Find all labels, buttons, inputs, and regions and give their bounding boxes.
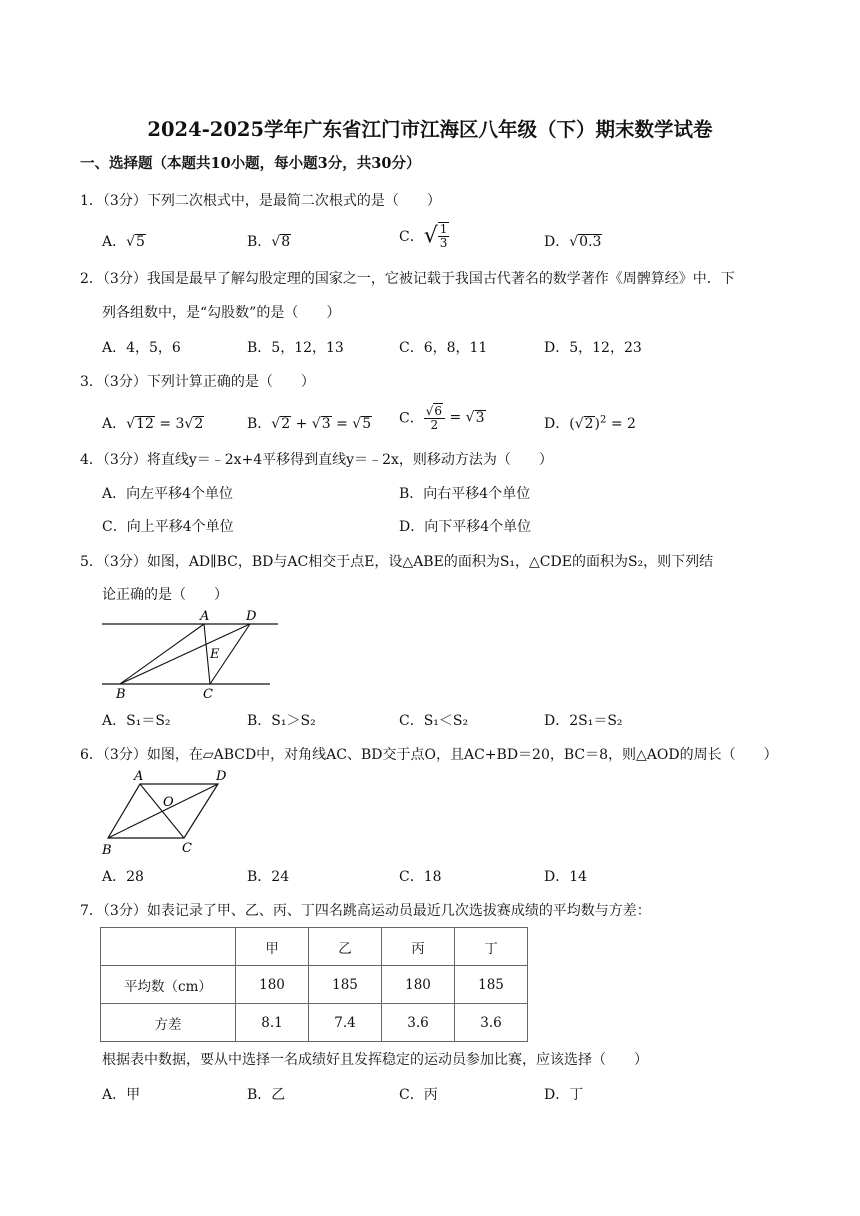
option-label: A．: [102, 234, 127, 250]
sqrt-icon: √: [184, 416, 194, 432]
q3-option-c: C． $\frac{√6}{2}$ = √3: [399, 404, 485, 432]
option-label: C．: [399, 229, 424, 245]
q7-followup: 根据表中数据，要从中选择一名成绩好且发挥稳定的运动员参加比赛，应该选择（ ）: [102, 1052, 648, 1068]
sqrt-icon: √: [574, 416, 584, 432]
q1-option-c: [399, 222, 449, 250]
q4-option-c: C．向上平移4个单位: [102, 519, 234, 535]
sqrt-icon: √: [465, 409, 475, 426]
sqrt-icon: √: [271, 234, 281, 250]
q7-stem: 7．（3分）如表记录了甲、乙、丙、丁四名跳高运动员最近几次选拔赛成绩的平均数与方差：: [80, 903, 651, 919]
q4-option-a: A．向左平移4个单位: [102, 486, 234, 502]
point-label-c: C: [203, 687, 213, 702]
table-cell: 丁: [455, 928, 528, 966]
option-label: A．: [102, 416, 127, 432]
q1-option-d: [544, 231, 602, 251]
option-label: D．: [544, 234, 570, 250]
q5-option-d: D．2S₁＝S₂: [544, 713, 623, 729]
q3-option-d: D．$(√2)^2 = 2$: [544, 414, 636, 432]
sqrt-icon: √: [271, 416, 281, 432]
fraction: $\frac{1}{3}$: [439, 222, 448, 250]
radicand: 8: [281, 234, 291, 250]
point-label-e: E: [210, 647, 220, 662]
q5-stem-line1: 5．（3分）如图，AD∥BC，BD与AC相交于点E，设△ABE的面积为S₁，△CDE的面积为S₂，则下列结: [80, 554, 714, 570]
q4-stem: 4．（3分）将直线y＝﹣2x+4平移得到直线y＝﹣2x，则移动方法为（ ）: [80, 452, 553, 468]
option-label: C．: [399, 410, 424, 427]
section-heading: 一、选择题（本题共10小题，每小题3分，共30分）: [80, 155, 421, 172]
q1-stem: 1．（3分）下列二次根式中，是最简二次根式的是（ ）: [80, 193, 441, 209]
q5-option-c: C．S₁＜S₂: [399, 713, 469, 729]
point-label-o: O: [163, 795, 174, 810]
sqrt-icon: √: [352, 416, 362, 432]
radicand: 0.3: [579, 234, 602, 250]
option-label: B．: [247, 234, 272, 250]
table-cell: 8.1: [236, 1004, 309, 1042]
table-header-row: [101, 928, 528, 966]
q2-stem-line2: 列各组数中，是“勾股数”的是（ ）: [102, 305, 341, 321]
table-cell: 平均数（cm）: [101, 966, 236, 1004]
table-cell: 3.6: [455, 1004, 528, 1042]
q1-option-b: [247, 231, 291, 251]
q5-option-a: A．S₁＝S₂: [102, 713, 171, 729]
sqrt-icon: √: [425, 404, 434, 418]
q2-stem-line1: 2．（3分）我国是最早了解勾股定理的国家之一，它被记载于我国古代著名的数学著作《周髀算经》中．下: [80, 271, 735, 287]
point-label-d: D: [216, 769, 227, 784]
q6-option-a: A．28: [102, 869, 144, 885]
q2-option-c: C．6，8，11: [399, 340, 488, 356]
table-cell: 185: [309, 966, 382, 1004]
q3-option-a: A．√12 = 3√2: [102, 416, 204, 432]
q2-option-d: D．5，12，23: [544, 340, 642, 356]
table-cell: 180: [382, 966, 455, 1004]
q6-option-d: D．14: [544, 869, 588, 885]
q3-stem: 3．（3分）下列计算正确的是（ ）: [80, 374, 315, 390]
point-label-b: B: [116, 687, 126, 702]
q1-option-a: [102, 231, 146, 251]
table-cell: 185: [455, 966, 528, 1004]
q5-figure: [100, 606, 280, 702]
table-cell: 甲: [236, 928, 309, 966]
table-cell: 3.6: [382, 1004, 455, 1042]
q4-option-b: B．向右平移4个单位: [399, 486, 531, 502]
sqrt-icon: √: [423, 223, 438, 249]
q6-figure: [100, 766, 240, 858]
q5-option-b: B．S₁＞S₂: [247, 713, 316, 729]
table-cell: 乙: [309, 928, 382, 966]
table-row: [101, 966, 528, 1004]
table-cell: 方差: [101, 1004, 236, 1042]
q6-stem: 6．（3分）如图，在▱ABCD中，对角线AC、BD交于点O，且AC+BD＝20，BC＝8，则△AOD的周长（ ）: [80, 747, 778, 763]
q2-option-a: A．4，5，6: [102, 340, 181, 356]
point-label-b: B: [102, 843, 112, 858]
q7-option-d: D．丁: [544, 1087, 584, 1103]
point-label-a: A: [200, 609, 210, 624]
option-label: B．: [247, 416, 272, 432]
q6-option-c: C．18: [399, 869, 442, 885]
q3-option-b: B．√2 + √3 = √5: [247, 416, 372, 432]
table-cell: [101, 928, 236, 966]
sqrt-icon: √: [126, 234, 136, 250]
sqrt-icon: √: [311, 416, 321, 432]
table-cell: 180: [236, 966, 309, 1004]
q7-option-c: C．丙: [399, 1087, 438, 1103]
sqrt-icon: √: [126, 416, 136, 432]
score-table: [100, 927, 528, 1042]
q4-option-d: D．向下平移4个单位: [399, 519, 532, 535]
point-label-c: C: [182, 841, 192, 856]
sqrt-icon: √: [569, 234, 579, 250]
fraction: $\frac{√6}{2}$: [424, 403, 445, 432]
table-row: [101, 1004, 528, 1042]
q7-option-a: A．甲: [102, 1087, 141, 1103]
q6-option-b: B．24: [247, 869, 290, 885]
q5-stem-line2: 论正确的是（ ）: [102, 587, 228, 603]
radicand: 5: [136, 234, 145, 250]
point-label-d: D: [246, 609, 257, 624]
page-title: 2024-2025学年广东省江门市江海区八年级（下）期末数学试卷: [147, 118, 713, 141]
q7-option-b: B．乙: [247, 1087, 286, 1103]
point-label-a: A: [134, 769, 144, 784]
option-label: D．: [544, 416, 570, 432]
table-cell: 7.4: [309, 1004, 382, 1042]
segment-ab: [120, 624, 204, 684]
table-cell: 丙: [382, 928, 455, 966]
q2-option-b: B．5，12，13: [247, 340, 344, 356]
